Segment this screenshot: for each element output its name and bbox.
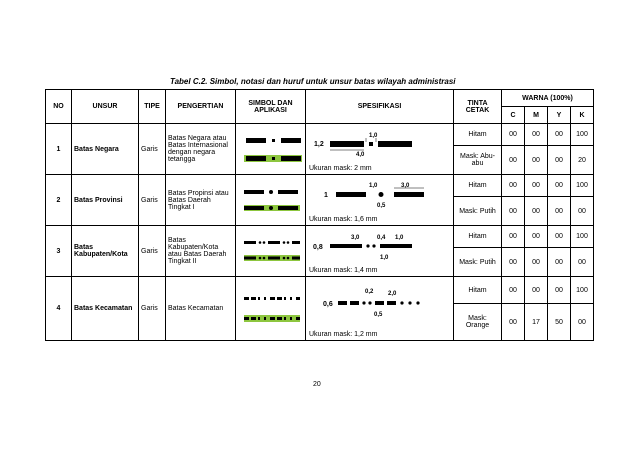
spec-label: 1,0 (380, 255, 389, 261)
cmyk-c: 00 (502, 226, 525, 248)
cmyk-y: 50 (548, 304, 571, 341)
ink-label: Mask: Putih (454, 248, 502, 277)
header-tipe: TIPE (139, 90, 166, 124)
mask-size: Ukuran mask: 2 mm (309, 165, 372, 172)
spec-cell (306, 175, 454, 226)
symbol-batas-negara (236, 128, 306, 170)
spec-cell (306, 124, 454, 175)
header-warna: WARNA (100%) (502, 90, 594, 107)
row-no: 3 (46, 226, 72, 277)
cmyk-y: 00 (548, 277, 571, 304)
table-title: Tabel C.2. Simbol, notasi dan huruf untuk unsur batas wilayah administrasi (170, 77, 456, 86)
cmyk-k: 100 (571, 124, 594, 146)
header-m: M (525, 107, 548, 124)
row-tipe: Garis (139, 226, 166, 277)
cmyk-m: 00 (525, 226, 548, 248)
row-unsur: Batas Negara (72, 124, 139, 175)
table-row (46, 277, 594, 304)
spec-label: 3,0 (401, 183, 410, 189)
mask-size: Ukuran mask: 1,2 mm (309, 331, 378, 338)
cmyk-c: 00 (502, 124, 525, 146)
header-k: K (571, 107, 594, 124)
cmyk-m: 00 (525, 146, 548, 175)
header-no: NO (46, 90, 72, 124)
symbol-cell (236, 277, 306, 341)
spec-label: 1 (324, 192, 328, 199)
page-number: 20 (313, 381, 321, 388)
row-unsur: Batas Provinsi (72, 175, 139, 226)
symbol-cell (236, 175, 306, 226)
ink-label: Hitam (454, 226, 502, 248)
cmyk-k: 00 (571, 197, 594, 226)
mask-size: Ukuran mask: 1,6 mm (309, 216, 378, 223)
row-pengertian: Batas Kabupaten/Kota atau Batas Daerah Tingkat II (166, 226, 236, 277)
row-unsur: Batas Kabupaten/Kota (72, 226, 139, 277)
header-simbol: SIMBOL DAN APLIKASI (236, 90, 306, 124)
mask-size: Ukuran mask: 1,4 mm (309, 267, 378, 274)
ink-label: Mask: Abu-abu (454, 146, 502, 175)
header-c: C (502, 107, 525, 124)
cmyk-m: 17 (525, 304, 548, 341)
cmyk-c: 00 (502, 197, 525, 226)
cmyk-y: 00 (548, 175, 571, 197)
spec-label: 0,2 (365, 288, 374, 295)
table-row (46, 175, 594, 197)
ink-label: Hitam (454, 277, 502, 304)
cmyk-k: 100 (571, 277, 594, 304)
cmyk-m: 00 (525, 124, 548, 146)
ink-label: Hitam (454, 124, 502, 146)
spec-label: 0,4 (377, 235, 386, 241)
spec-label: 0,8 (313, 244, 323, 251)
spec-label: 0,6 (323, 300, 333, 308)
row-unsur: Batas Kecamatan (72, 277, 139, 341)
symbol-cell (236, 226, 306, 277)
header-unsur: UNSUR (72, 90, 139, 124)
header-pengertian: PENGERTIAN (166, 90, 236, 124)
cmyk-m: 00 (525, 248, 548, 277)
spec-label: 1,0 (369, 133, 378, 139)
row-pengertian: Batas Negara atau Batas Internasional dengan negara tetangga (166, 124, 236, 175)
cmyk-m: 00 (525, 277, 548, 304)
cmyk-k: 100 (571, 175, 594, 197)
cmyk-y: 00 (548, 124, 571, 146)
spec-label: 2,0 (388, 290, 397, 297)
table-row (46, 124, 594, 146)
symbol-cell (236, 124, 306, 175)
spec-cell (306, 277, 454, 341)
ink-label: Mask: Orange (454, 304, 502, 341)
row-tipe: Garis (139, 277, 166, 341)
cmyk-k: 00 (571, 304, 594, 341)
cmyk-m: 00 (525, 197, 548, 226)
ink-label: Hitam (454, 175, 502, 197)
header-y: Y (548, 107, 571, 124)
spec-label: 1,2 (314, 141, 324, 148)
spec-label: 1,0 (395, 235, 404, 241)
ink-label: Mask: Putih (454, 197, 502, 226)
symbol-batas-kabupaten (236, 230, 306, 272)
row-tipe: Garis (139, 124, 166, 175)
cmyk-c: 00 (502, 277, 525, 304)
cmyk-c: 00 (502, 175, 525, 197)
spec-label: 0,5 (374, 311, 383, 318)
cmyk-y: 00 (548, 146, 571, 175)
cmyk-k: 100 (571, 226, 594, 248)
row-no: 1 (46, 124, 72, 175)
spec-label: 4,0 (356, 152, 365, 158)
cmyk-k: 00 (571, 248, 594, 277)
header-tinta: TINTA CETAK (454, 90, 502, 124)
spec-cell (306, 226, 454, 277)
row-pengertian: Batas Kecamatan (166, 277, 236, 341)
cmyk-y: 00 (548, 226, 571, 248)
spec-label: 0,5 (377, 203, 386, 209)
header-spesifikasi: SPESIFIKASI (306, 90, 454, 124)
cmyk-c: 00 (502, 304, 525, 341)
table-row (46, 226, 594, 248)
cmyk-m: 00 (525, 175, 548, 197)
symbol-batas-kecamatan (236, 280, 306, 338)
cmyk-y: 00 (548, 248, 571, 277)
symbol-table (45, 89, 594, 341)
cmyk-y: 00 (548, 197, 571, 226)
cmyk-k: 20 (571, 146, 594, 175)
symbol-batas-provinsi (236, 179, 306, 221)
cmyk-c: 00 (502, 146, 525, 175)
cmyk-c: 00 (502, 248, 525, 277)
spec-label: 1,0 (369, 183, 378, 189)
row-tipe: Garis (139, 175, 166, 226)
row-pengertian: Batas Propinsi atau Batas Daerah Tingkat I (166, 175, 236, 226)
row-no: 4 (46, 277, 72, 341)
row-no: 2 (46, 175, 72, 226)
spec-label: 3,0 (351, 235, 360, 241)
